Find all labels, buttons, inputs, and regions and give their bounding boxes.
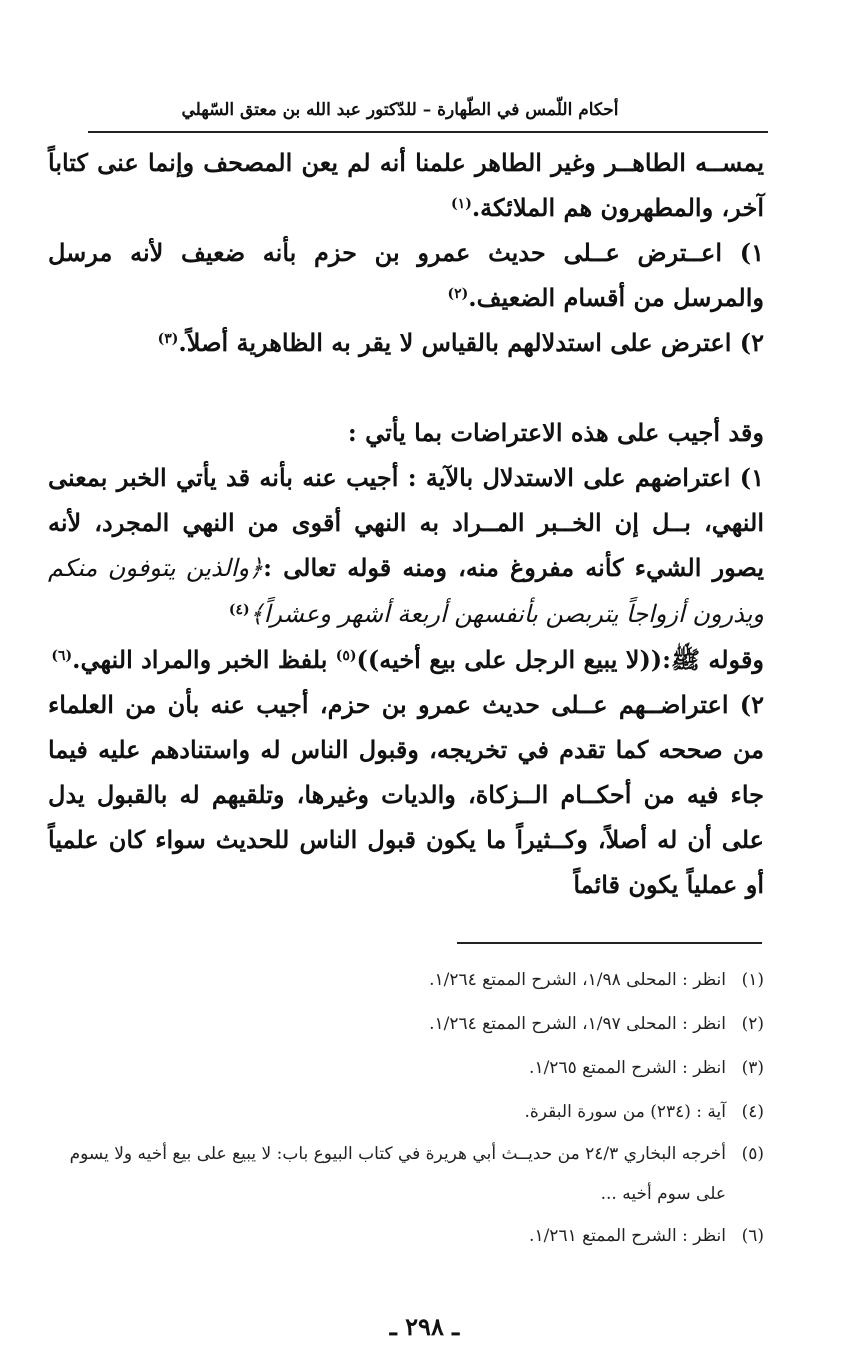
footnote-number: (٦) (741, 1226, 764, 1246)
footnote-2 (48, 1002, 764, 1046)
answer-2: ٢) اعتراضــهم عــلى حديث عمرو بن حزم، أجيب عنه بأن من العلماء من صححه كما تقدم في تخريجه، وقبول الناس له واستنادهم عليه فيما جاء فيه من أحكــام الــزكاة، والديات وغيرها، وتلقيهم له بالقبول يدل على أن له أصلاً، وكــثيراً ما يكون قبول الناس للحديث سواء كان علمياً أو عملياً يكون قائماً (48, 690, 764, 899)
footnote-text: انظر : المحلى ١/٩٧، الشرح الممتع ١/٢٦٤. (429, 1014, 726, 1034)
page-number: ـ ٢٩٨ ـ (389, 1312, 460, 1341)
footnote-ref-5[interactable]: (٥) (335, 648, 357, 664)
footnote-text: انظر : المحلى ١/٩٨، الشرح الممتع ١/٢٦٤. (429, 970, 726, 990)
footnote-ref-1[interactable]: (١) (451, 196, 472, 212)
objection-1 (48, 230, 764, 320)
objection-2-text: ٢) اعترض على استدلالهم بالقياس لا يقر به الظاهرية أصلاً. (178, 328, 764, 357)
footnote-4 (48, 1090, 764, 1134)
answer-1 (48, 455, 764, 637)
running-head: أحكام اللّمس في الطّهارة – للدّكتور عبد الله بن معتق السّهلي (181, 100, 619, 120)
footnote-ref-6[interactable]: (٦) (51, 648, 73, 664)
footnote-rule (457, 942, 762, 944)
hadith-paragraph (48, 637, 764, 682)
quran-verse: ﴿والذين يتوفون منكم ويذرون أزواجاً يتربصن بأنفسهن أربعة أشهر وعشراً﴾ (48, 554, 764, 628)
footnotes (48, 958, 764, 1258)
footnote-text: آية : (٢٣٤) من سورة البقرة. (524, 1102, 726, 1122)
paragraph-1-text: يمســه الطاهــر وغير الطاهر علمنا أنه لم يعن المصحف وإنما عنى كتاباً آخر، والمطهرون هم الملائكة. (48, 148, 764, 222)
footnote-ref-2[interactable]: (٢) (447, 286, 469, 302)
objection-2 (48, 320, 764, 365)
paragraph-1 (48, 140, 764, 230)
objection-1-text: ١) اعــترض عــلى حديث عمرو بن حزم بأنه ضعيف لأنه مرسل والمرسل من أقسام الضعيف. (48, 238, 764, 312)
footnote-number: (٤) (741, 1102, 764, 1122)
hadith-text: وقوله ﷺ:((لا يبيع الرجل على بيع أخيه)) (356, 645, 764, 674)
footnote-3 (48, 1046, 764, 1090)
footnote-ref-4[interactable]: (٤) (228, 602, 250, 618)
footnote-text: انظر : الشرح الممتع ١/٢٦١. (529, 1226, 726, 1246)
hadith-explanation: بلفظ الخبر والمراد النهي. (72, 645, 336, 674)
footnote-number: (٣) (741, 1058, 764, 1078)
footnote-number: (٢) (741, 1014, 764, 1034)
footnote-6 (48, 1214, 764, 1258)
footnote-ref-3[interactable]: (٣) (157, 331, 179, 347)
footnote-text: أخرجه البخاري ٢٤/٣ من حديــث أبي هريرة في كتاب البيوع باب: لا يبيع على بيع أخيه ولا يسوم على سوم أخيه ... (69, 1144, 726, 1204)
answers-intro: وقد أجيب على هذه الاعتراضات بما يأتي : (347, 418, 764, 447)
footnote-number: (١) (741, 970, 764, 990)
footnote-1 (48, 958, 764, 1002)
footnote-text: انظر : الشرح الممتع ١/٢٦٥. (529, 1058, 726, 1078)
answer-1-text: ١) اعتراضهم على الاستدلال بالآية : أجيب عنه بأنه قد يأتي الخبر بمعنى النهي، بــل إن الخــبر المــراد به النهي أقوى من النهي المجرد، لأنه يصور الشيء كأنه مفروغ منه، ومنه قوله تعالى : (48, 463, 765, 582)
footnote-5 (48, 1134, 764, 1214)
footnote-number: (٥) (741, 1144, 764, 1164)
main-text (48, 140, 764, 907)
header-rule (88, 131, 768, 133)
